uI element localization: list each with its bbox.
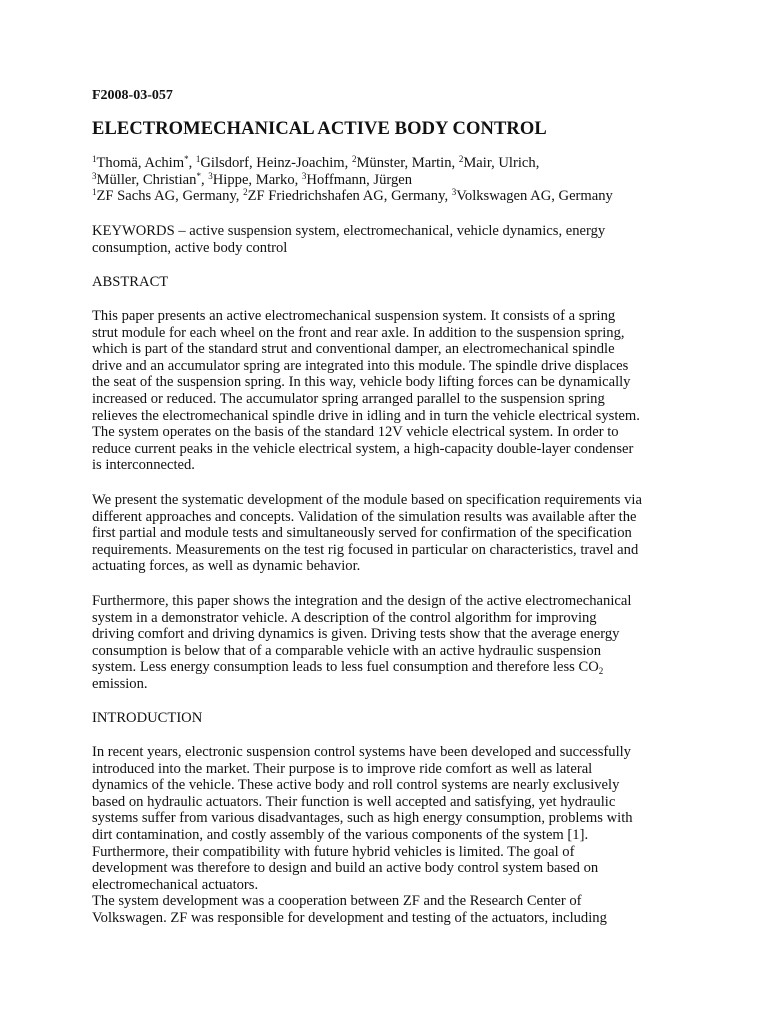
introduction-paragraph-1: In recent years, electronic suspension control systems have been developed and successfully introduced into the market. Their purpose is to improve ride comfort as well as lateral dynamics of the vehicle. These active body and roll control systems are nearly exclusively based on hydraulic actuators. Their function is well accepted and satisfying, yet hydraulic systems suffer from various disadvantages, such as high energy consumption, problems with dirt contamination, and costly assembly of the various components of the system [1]. Furthermore, their compatibility with future hybrid vehicles is limited. The goal of development was therefore to design and build an active body control system based on electromechanical actuators. The system development was a cooperation between ZF and the Research Center of Volkswagen. ZF was responsible for development and testing of the actuators, including xyxy=(92,744,633,926)
abstract-paragraph-2: We present the systematic development of the module based on specification requirements via different approaches and concepts. Validation of the simulation results was available after the first partial and module tests and simultaneously served for confirmation of the specification requirements. Measurements on the test rig focused in particular on characteristics, travel and actuating forces, as well as dynamic behavior. xyxy=(92,492,642,575)
abstract-paragraph-1: This paper presents an active electromechanical suspension system. It consists of a spring strut module for each wheel on the front and rear axle. In addition to the suspension spring, which is part of the standard strut and conventional damper, an electromechanical spindle drive and an accumulator spring are integrated into this module. The spindle drive displaces the seat of the suspension spring. In this way, vehicle body lifting forces can be dynamically increased or reduced. The accumulator spring arranged parallel to the suspension spring relieves the electromechanical spindle drive in idling and in turn the vehicle electrical system. The system operates on the basis of the standard 12V vehicle electrical system. In order to reduce current peaks in the vehicle electrical system, a high-capacity double-layer condenser is interconnected. xyxy=(92,308,640,474)
author-line-2: $^3$Müller, Christian*, $^3$Hippe, Marko, $^3$Hoffmann, Jürgen xyxy=(92,170,413,188)
author-name: Hippe, Marko xyxy=(212,171,295,188)
author-block xyxy=(92,155,613,205)
author-name: Hoffmann, Jürgen xyxy=(306,171,413,188)
affiliation: ZF Friedrichshafen AG, Germany xyxy=(247,188,445,205)
abstract-heading: ABSTRACT xyxy=(92,274,169,290)
paper-code: F2008-03-057 xyxy=(92,88,173,103)
author-name: Gilsdorf, Heinz-Joachim xyxy=(200,155,345,171)
author-line-1: $^1$Thomä, Achim*, $^1$Gilsdorf, Heinz-Joachim, $^2$Münster, Martin, $^2$Mair, Ulrich, xyxy=(92,154,540,171)
abstract-paragraph-3: Furthermore, this paper shows the integration and the design of the active electromechanical system in a demonstrator vehicle. A description of the control algorithm for improving driving comfort and driving dynamics is given. Driving tests show that the average energy consumption is below that of a comparable vehicle with an active hydraulic suspension system. Less energy consumption leads to less fuel consumption and therefore less $CO_2$ emission. xyxy=(92,593,632,692)
co2-subscript: 2 xyxy=(598,666,604,677)
affiliation-line: $^1$ZF Sachs AG, Germany, $^2$ZF Friedrichshafen AG, Germany, $^3$Volkswagen AG, Germany xyxy=(92,187,613,205)
keywords: KEYWORDS – active suspension system, electromechanical, vehicle dynamics, energy consumption, active body control xyxy=(92,223,606,256)
author-name: Müller, Christian xyxy=(96,171,197,188)
author-name: Mair, Ulrich xyxy=(463,155,536,171)
introduction-heading: INTRODUCTION xyxy=(92,710,203,726)
author-name: Thomä, Achim xyxy=(96,155,185,171)
author-name: Münster, Martin xyxy=(356,155,452,171)
affiliation: ZF Sachs AG, Germany xyxy=(96,188,236,205)
paper-title: ELECTROMECHANICAL ACTIVE BODY CONTROL xyxy=(92,119,547,139)
affiliation: Volkswagen AG, Germany xyxy=(456,188,613,205)
